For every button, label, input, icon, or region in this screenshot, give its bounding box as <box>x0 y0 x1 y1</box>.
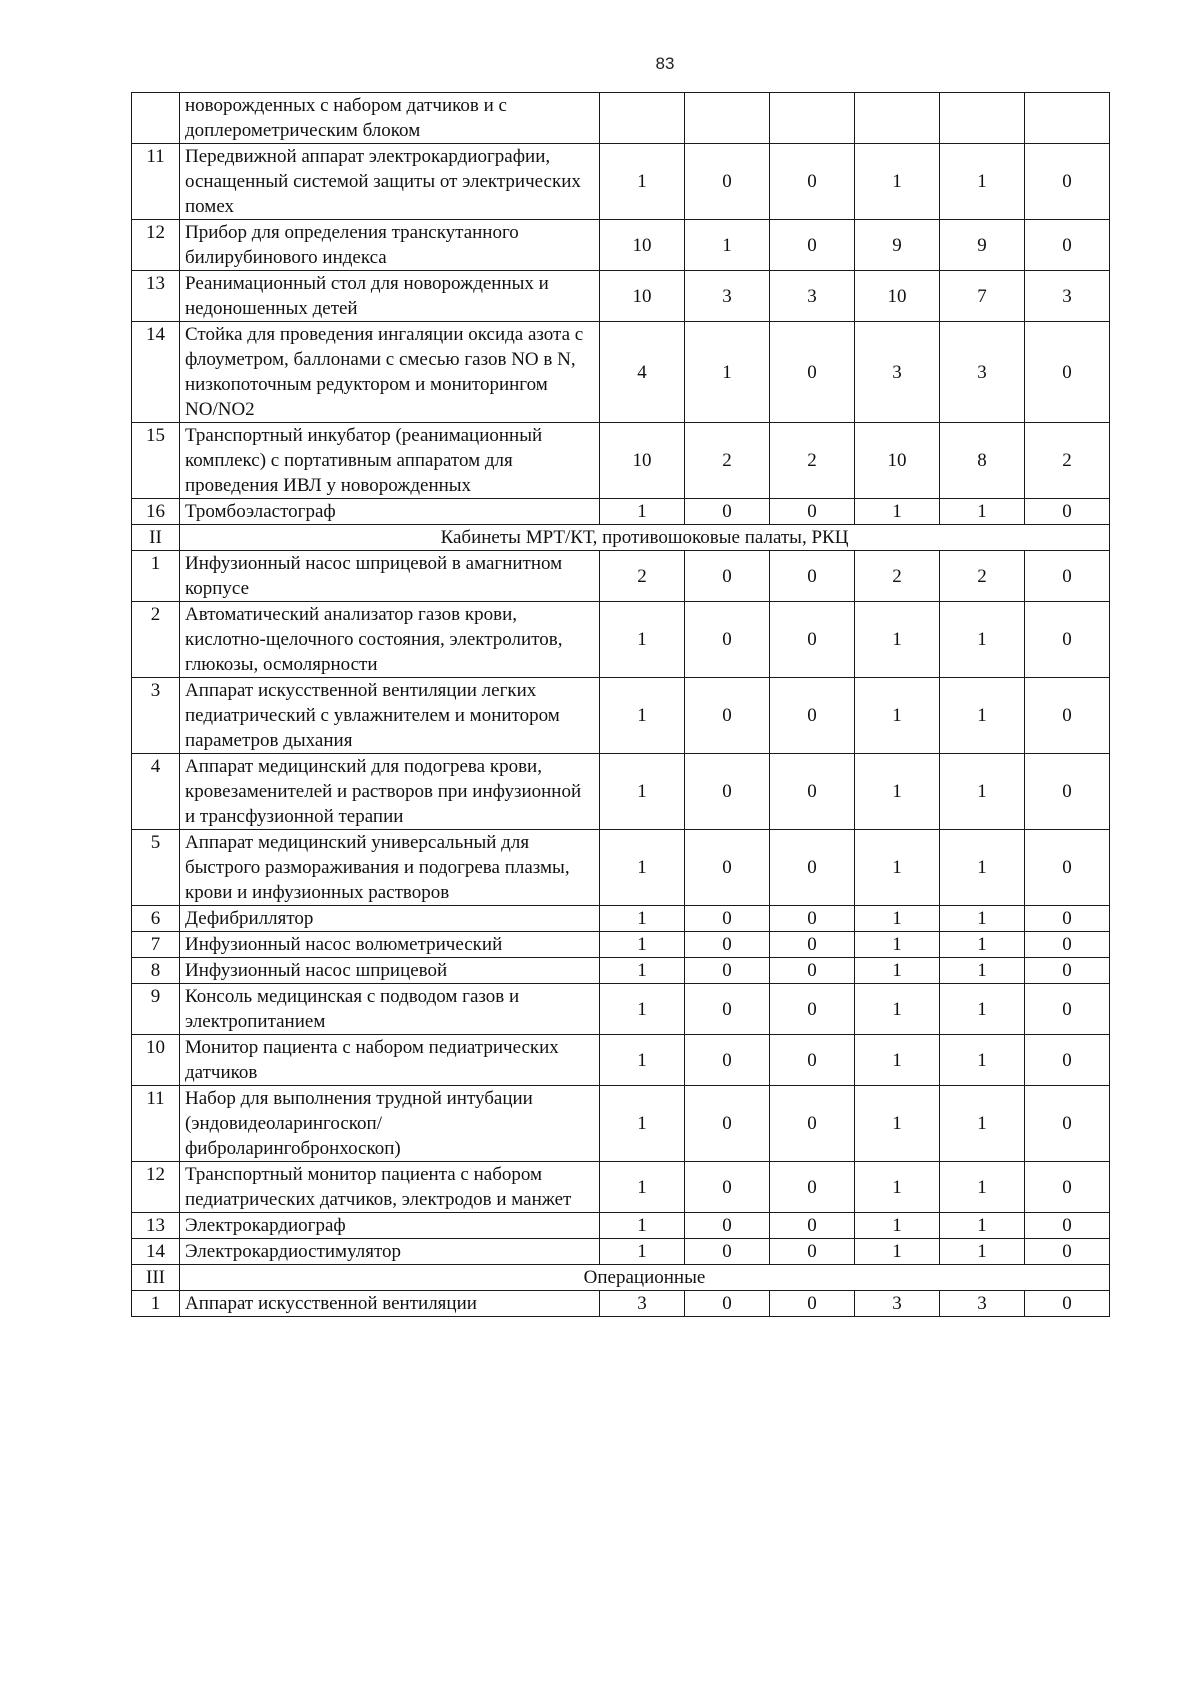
value-cell: 0 <box>1025 1035 1110 1086</box>
section-number: III <box>132 1265 180 1291</box>
table-row <box>132 93 1110 144</box>
row-number: 1 <box>132 1291 180 1317</box>
value-cell: 1 <box>855 932 940 958</box>
value-cell: 2 <box>940 551 1025 602</box>
table-row <box>132 144 1110 220</box>
value-cell <box>770 93 855 144</box>
value-cell: 0 <box>770 1086 855 1162</box>
value-cell <box>940 93 1025 144</box>
value-cell: 1 <box>600 984 685 1035</box>
table-row <box>132 678 1110 754</box>
value-cell: 2 <box>1025 423 1110 499</box>
value-cell <box>1025 93 1110 144</box>
table-row <box>132 1162 1110 1213</box>
equipment-name: Электрокардиограф <box>180 1213 600 1239</box>
table-row <box>132 830 1110 906</box>
value-cell: 1 <box>600 830 685 906</box>
equipment-name: Электрокардиостимулятор <box>180 1239 600 1265</box>
value-cell: 0 <box>770 678 855 754</box>
value-cell: 1 <box>855 144 940 220</box>
equipment-name: Автоматический анализатор газов крови, кислотно-щелочного состояния, электролитов, глюкозы, осмолярности <box>180 602 600 678</box>
value-cell: 0 <box>1025 830 1110 906</box>
value-cell: 1 <box>600 1035 685 1086</box>
value-cell: 2 <box>600 551 685 602</box>
value-cell: 10 <box>600 220 685 271</box>
table-row <box>132 499 1110 525</box>
value-cell: 1 <box>855 830 940 906</box>
value-cell: 0 <box>770 551 855 602</box>
row-number: 13 <box>132 1213 180 1239</box>
equipment-name: новорожденных с набором датчиков и с доплерометрическим блоком <box>180 93 600 144</box>
value-cell: 0 <box>1025 1086 1110 1162</box>
table-row <box>132 932 1110 958</box>
value-cell: 1 <box>855 678 940 754</box>
equipment-name: Прибор для определения транскутанного билирубинового индекса <box>180 220 600 271</box>
value-cell: 3 <box>1025 271 1110 322</box>
table-body <box>132 93 1110 1317</box>
value-cell: 0 <box>1025 678 1110 754</box>
value-cell: 2 <box>770 423 855 499</box>
page-number: 83 <box>655 54 675 73</box>
value-cell: 9 <box>855 220 940 271</box>
value-cell: 0 <box>770 1291 855 1317</box>
value-cell: 0 <box>770 322 855 423</box>
row-number: 12 <box>132 1162 180 1213</box>
table-row <box>132 271 1110 322</box>
row-number: 4 <box>132 754 180 830</box>
value-cell: 1 <box>855 906 940 932</box>
equipment-name: Тромбоэластограф <box>180 499 600 525</box>
row-number: 14 <box>132 322 180 423</box>
value-cell: 1 <box>600 678 685 754</box>
equipment-name: Реанимационный стол для новорожденных и недоношенных детей <box>180 271 600 322</box>
value-cell: 0 <box>1025 932 1110 958</box>
row-number: 7 <box>132 932 180 958</box>
value-cell: 1 <box>855 602 940 678</box>
table-row <box>132 1035 1110 1086</box>
row-number: 15 <box>132 423 180 499</box>
table-row <box>132 551 1110 602</box>
value-cell: 10 <box>600 423 685 499</box>
value-cell: 0 <box>770 602 855 678</box>
equipment-name: Передвижной аппарат электрокардиографии, оснащенный системой защиты от электрических помех <box>180 144 600 220</box>
value-cell: 1 <box>940 984 1025 1035</box>
value-cell: 1 <box>855 1162 940 1213</box>
section-number: II <box>132 525 180 551</box>
value-cell: 0 <box>685 1162 770 1213</box>
value-cell: 1 <box>855 754 940 830</box>
value-cell: 1 <box>940 144 1025 220</box>
value-cell: 0 <box>685 958 770 984</box>
value-cell: 0 <box>1025 1291 1110 1317</box>
value-cell: 10 <box>855 423 940 499</box>
value-cell: 3 <box>685 271 770 322</box>
value-cell: 0 <box>770 499 855 525</box>
value-cell: 1 <box>600 1213 685 1239</box>
value-cell: 0 <box>770 830 855 906</box>
value-cell: 0 <box>685 932 770 958</box>
row-number: 6 <box>132 906 180 932</box>
value-cell: 0 <box>770 984 855 1035</box>
value-cell: 1 <box>600 906 685 932</box>
value-cell: 0 <box>1025 499 1110 525</box>
value-cell: 1 <box>940 1035 1025 1086</box>
value-cell: 0 <box>1025 958 1110 984</box>
row-number: 8 <box>132 958 180 984</box>
value-cell: 1 <box>855 1239 940 1265</box>
row-number: 16 <box>132 499 180 525</box>
section-row <box>132 525 1110 551</box>
value-cell: 0 <box>685 1291 770 1317</box>
value-cell: 0 <box>770 932 855 958</box>
value-cell: 0 <box>770 1239 855 1265</box>
value-cell: 0 <box>770 1162 855 1213</box>
value-cell: 1 <box>600 754 685 830</box>
equipment-name: Набор для выполнения трудной интубации (эндовидеоларингоскоп/фиброларингобронхоскоп) <box>180 1086 600 1162</box>
value-cell: 0 <box>770 1213 855 1239</box>
value-cell: 1 <box>600 1086 685 1162</box>
equipment-name: Аппарат медицинский для подогрева крови, кровезаменителей и растворов при инфузионной и трансфузионной терапии <box>180 754 600 830</box>
value-cell: 0 <box>1025 144 1110 220</box>
table-row <box>132 220 1110 271</box>
equipment-name: Инфузионный насос шприцевой в амагнитном корпусе <box>180 551 600 602</box>
table-row <box>132 958 1110 984</box>
value-cell: 1 <box>940 830 1025 906</box>
value-cell: 1 <box>855 958 940 984</box>
equipment-name: Аппарат медицинский универсальный для быстрого размораживания и подогрева плазмы, крови и инфузионных растворов <box>180 830 600 906</box>
value-cell: 0 <box>770 906 855 932</box>
value-cell: 0 <box>685 830 770 906</box>
value-cell: 2 <box>855 551 940 602</box>
table-row <box>132 1086 1110 1162</box>
value-cell: 3 <box>855 322 940 423</box>
value-cell: 1 <box>600 144 685 220</box>
row-number: 9 <box>132 984 180 1035</box>
row-number: 11 <box>132 1086 180 1162</box>
table-row <box>132 1239 1110 1265</box>
value-cell: 3 <box>940 322 1025 423</box>
table-row <box>132 1213 1110 1239</box>
value-cell: 1 <box>600 932 685 958</box>
value-cell: 0 <box>770 958 855 984</box>
value-cell <box>685 93 770 144</box>
section-title: Операционные <box>180 1265 1110 1291</box>
value-cell: 1 <box>940 1239 1025 1265</box>
value-cell: 1 <box>940 1162 1025 1213</box>
value-cell: 0 <box>1025 220 1110 271</box>
value-cell: 2 <box>685 423 770 499</box>
value-cell: 0 <box>685 1213 770 1239</box>
value-cell <box>855 93 940 144</box>
value-cell: 1 <box>940 906 1025 932</box>
row-number: 11 <box>132 144 180 220</box>
value-cell: 10 <box>600 271 685 322</box>
value-cell: 0 <box>1025 602 1110 678</box>
equipment-name: Транспортный монитор пациента с набором педиатрических датчиков, электродов и манжет <box>180 1162 600 1213</box>
equipment-name: Дефибриллятор <box>180 906 600 932</box>
row-number: 10 <box>132 1035 180 1086</box>
value-cell: 3 <box>940 1291 1025 1317</box>
value-cell: 1 <box>600 1239 685 1265</box>
value-cell: 0 <box>770 144 855 220</box>
equipment-name: Монитор пациента с набором педиатрических датчиков <box>180 1035 600 1086</box>
value-cell: 1 <box>855 984 940 1035</box>
value-cell: 0 <box>1025 906 1110 932</box>
value-cell: 0 <box>685 754 770 830</box>
value-cell: 0 <box>1025 551 1110 602</box>
value-cell: 1 <box>940 958 1025 984</box>
table-row <box>132 906 1110 932</box>
value-cell: 1 <box>940 1086 1025 1162</box>
value-cell: 1 <box>855 1213 940 1239</box>
value-cell: 0 <box>685 499 770 525</box>
value-cell: 1 <box>940 678 1025 754</box>
table-row <box>132 423 1110 499</box>
value-cell: 0 <box>770 220 855 271</box>
value-cell: 0 <box>685 1035 770 1086</box>
value-cell: 0 <box>685 144 770 220</box>
equipment-name: Консоль медицинская с подводом газов и электропитанием <box>180 984 600 1035</box>
value-cell: 1 <box>855 499 940 525</box>
value-cell: 0 <box>770 754 855 830</box>
value-cell: 3 <box>600 1291 685 1317</box>
table-row <box>132 322 1110 423</box>
value-cell: 4 <box>600 322 685 423</box>
row-number: 13 <box>132 271 180 322</box>
value-cell: 0 <box>685 678 770 754</box>
row-number <box>132 93 180 144</box>
row-number: 12 <box>132 220 180 271</box>
section-row <box>132 1265 1110 1291</box>
table-row <box>132 602 1110 678</box>
value-cell: 3 <box>770 271 855 322</box>
equipment-name: Инфузионный насос волюметрический <box>180 932 600 958</box>
value-cell: 1 <box>940 499 1025 525</box>
table-row <box>132 1291 1110 1317</box>
row-number: 14 <box>132 1239 180 1265</box>
value-cell: 1 <box>600 499 685 525</box>
value-cell: 1 <box>600 602 685 678</box>
equipment-name: Аппарат искусственной вентиляции легких педиатрический с увлажнителем и монитором параметров дыхания <box>180 678 600 754</box>
value-cell: 1 <box>940 602 1025 678</box>
value-cell: 1 <box>940 1213 1025 1239</box>
value-cell: 0 <box>1025 1213 1110 1239</box>
value-cell: 7 <box>940 271 1025 322</box>
value-cell: 0 <box>685 1086 770 1162</box>
value-cell: 3 <box>855 1291 940 1317</box>
section-title: Кабинеты МРТ/КТ, противошоковые палаты, РКЦ <box>180 525 1110 551</box>
table-row <box>132 984 1110 1035</box>
value-cell: 1 <box>685 220 770 271</box>
value-cell: 0 <box>1025 322 1110 423</box>
value-cell: 0 <box>685 602 770 678</box>
value-cell: 0 <box>1025 754 1110 830</box>
value-cell: 8 <box>940 423 1025 499</box>
value-cell: 0 <box>685 551 770 602</box>
value-cell: 1 <box>940 932 1025 958</box>
value-cell: 0 <box>1025 1239 1110 1265</box>
equipment-name: Транспортный инкубатор (реанимационный комплекс) с портативным аппаратом для проведения ИВЛ у новорожденных <box>180 423 600 499</box>
value-cell: 1 <box>855 1086 940 1162</box>
row-number: 3 <box>132 678 180 754</box>
value-cell: 1 <box>940 754 1025 830</box>
value-cell: 0 <box>685 906 770 932</box>
value-cell: 1 <box>855 1035 940 1086</box>
value-cell: 10 <box>855 271 940 322</box>
value-cell: 1 <box>600 958 685 984</box>
equipment-name: Аппарат искусственной вентиляции <box>180 1291 600 1317</box>
equipment-name: Стойка для проведения ингаляции оксида азота с флоуметром, баллонами с смесью газов NO в N, низкопоточным редуктором и мониторингом NO/NO2 <box>180 322 600 423</box>
value-cell: 9 <box>940 220 1025 271</box>
value-cell: 0 <box>770 1035 855 1086</box>
equipment-table <box>131 92 1110 1317</box>
value-cell <box>600 93 685 144</box>
row-number: 2 <box>132 602 180 678</box>
value-cell: 1 <box>600 1162 685 1213</box>
table-row <box>132 754 1110 830</box>
value-cell: 0 <box>685 984 770 1035</box>
value-cell: 0 <box>685 1239 770 1265</box>
value-cell: 0 <box>1025 984 1110 1035</box>
value-cell: 1 <box>685 322 770 423</box>
row-number: 1 <box>132 551 180 602</box>
value-cell: 0 <box>1025 1162 1110 1213</box>
equipment-name: Инфузионный насос шприцевой <box>180 958 600 984</box>
row-number: 5 <box>132 830 180 906</box>
